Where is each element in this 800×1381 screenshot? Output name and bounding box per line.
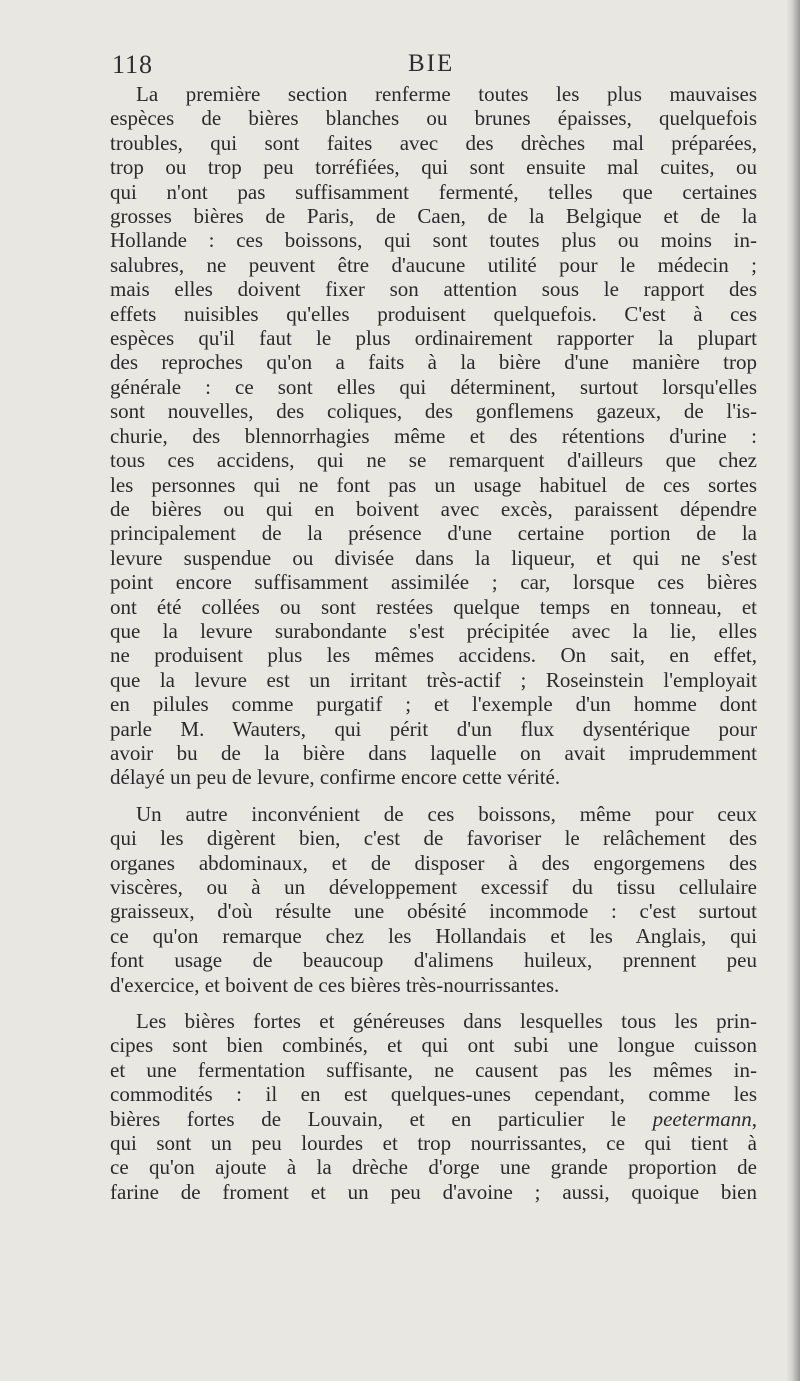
text-line: graisseux, d'où résulte une obésité incommode : c'est surtout [110, 899, 757, 924]
text-line: Hollande : ces boissons, qui sont toutes plus ou moins in- [110, 228, 757, 253]
text-line: générale : ce sont elles qui déterminent, surtout lorsqu'elles [110, 374, 757, 399]
text-line: de bières ou qui en boivent avec excès, paraissent dépendre [110, 496, 757, 521]
paragraph [110, 82, 757, 790]
text-line: Un autre inconvénient de ces boissons, même pour ceux [136, 801, 757, 826]
paragraph [110, 802, 757, 997]
text-line: salubres, ne peuvent être d'aucune utilité pour le médecin ; [110, 252, 757, 277]
text-line: point encore suffisamment assimilée ; car, lorsque ces bières [110, 570, 757, 595]
text-line: grosses bières de Paris, de Caen, de la Belgique et de la [110, 204, 757, 229]
text-line: font usage de beaucoup d'alimens huileux, prennent peu [110, 948, 757, 973]
text-line: ont été collées ou sont restées quelque temps en tonneau, et [110, 594, 757, 619]
text-line: sont nouvelles, des coliques, des gonflemens gazeux, de l'is- [110, 399, 757, 424]
text-line: ce qu'on ajoute à la drèche d'orge une grande proportion de [110, 1155, 757, 1180]
text-line: que la levure surabondante s'est précipitée avec la lie, elles [110, 618, 757, 643]
page-header [112, 50, 757, 80]
text-line: troubles, qui sont faites avec des drèches mal préparées, [110, 130, 757, 155]
text-line: mais elles doivent fixer son attention sous le rapport des [110, 277, 757, 302]
text-line: cipes sont bien combinés, et qui ont subi une longue cuisson [110, 1033, 757, 1058]
text-line: bières fortes de Louvain, et en particulier le peetermann, [110, 1106, 757, 1131]
text-line: en pilules comme purgatif ; et l'exemple d'un homme dont [110, 692, 757, 717]
text-line: les personnes qui ne font pas un usage habituel de ces sortes [110, 472, 757, 497]
text-line: et une fermentation suffisante, ne causent pas les mêmes in- [110, 1057, 757, 1082]
text-line: Les bières fortes et généreuses dans lesquelles tous les prin- [136, 1009, 757, 1034]
text-line: trop ou trop peu torréfiées, qui sont ensuite mal cuites, ou [110, 155, 757, 180]
text-line: commodités : il en est quelques-unes cependant, comme les [110, 1082, 757, 1107]
text-line: tous ces accidens, qui ne se remarquent d'ailleurs que chez [110, 448, 757, 473]
text-line: avoir bu de la bière dans laquelle on avait imprudemment [110, 740, 757, 765]
text-line: levure suspendue ou divisée dans la liqueur, et qui ne s'est [110, 545, 757, 570]
text-line: ne produisent plus les mêmes accidens. On sait, en effet, [110, 643, 757, 668]
text-line: churie, des blennorrhagies même et des rétentions d'urine : [110, 423, 757, 448]
text-line: qui les digèrent bien, c'est de favoriser le relâchement des [110, 826, 757, 851]
page-number: 118 [112, 50, 154, 79]
paragraph [110, 1009, 757, 1204]
text-line: ce qu'on remarque chez les Hollandais et les Anglais, qui [110, 923, 757, 948]
text-line: des reproches qu'on a faits à la bière d'une manière trop [110, 350, 757, 375]
text-line: qui sont un peu lourdes et trop nourrissantes, ce qui tient à [110, 1131, 757, 1156]
text-line: espèces qu'il faut le plus ordinairement rapporter la plupart [110, 326, 757, 351]
running-head: BIE [408, 50, 455, 77]
text-line: que la levure est un irritant très-actif ; Roseinstein l'employait [110, 667, 757, 692]
text-line: viscères, ou à un développement excessif du tissu cellulaire [110, 875, 757, 899]
text-line: effets nuisibles qu'elles produisent quelquefois. C'est à ces [110, 301, 757, 326]
text-line: qui n'ont pas suffisamment fermenté, telles que certaines [110, 179, 757, 204]
text-line: principalement de la présence d'une certaine portion de la [110, 521, 757, 546]
text-line: espèces de bières blanches ou brunes épaisses, quelquefois [110, 106, 757, 131]
text-line: La première section renferme toutes les plus mauvaises [136, 82, 757, 106]
text-line: d'exercice, et boivent de ces bières très-nourrissantes. [110, 972, 560, 997]
text-line: délayé un peu de levure, confirme encore cette vérité. [110, 765, 561, 790]
body-text [110, 82, 757, 1204]
text-line: organes abdominaux, et de disposer à des engorgemens des [110, 850, 757, 875]
text-line: parle M. Wauters, qui périt d'un flux dysentérique pour [110, 716, 757, 741]
text-line: farine de froment et un peu d'avoine ; aussi, quoique bien [110, 1179, 757, 1204]
